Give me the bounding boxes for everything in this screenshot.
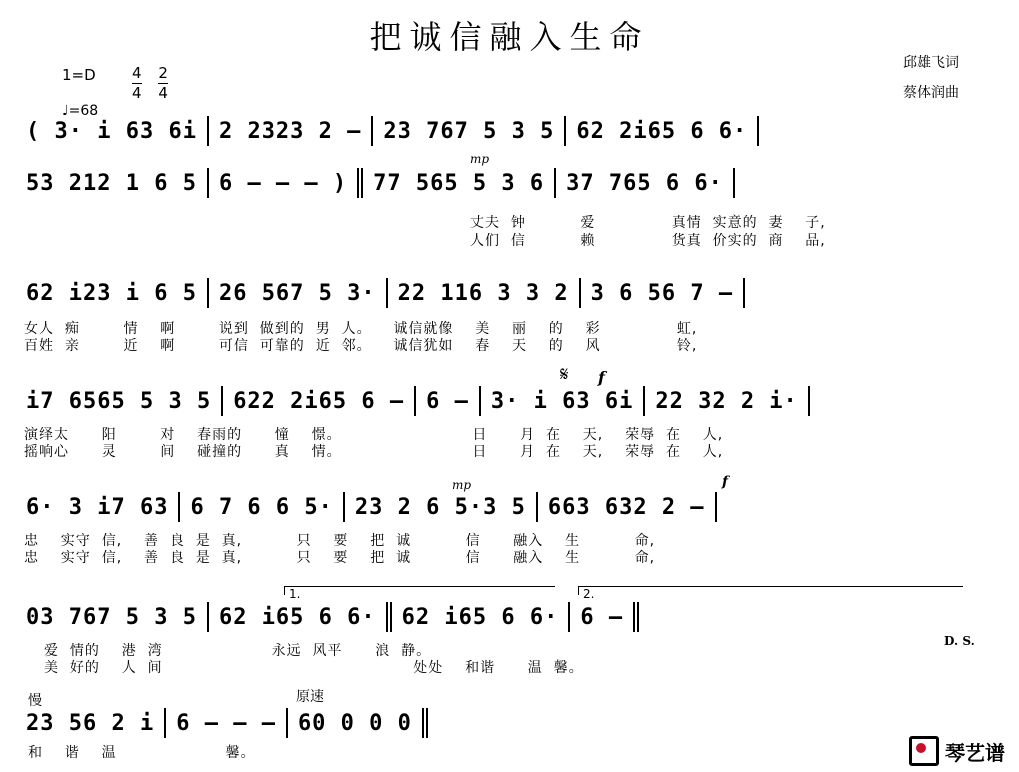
tempo-slow: 慢 xyxy=(28,693,42,709)
bar-line xyxy=(207,278,209,308)
lyric-line: 忠 实守 信, 善 良 是 真, 只 要 把 诚 信 融入 生 命, xyxy=(24,550,656,566)
final-bar xyxy=(422,708,428,738)
measure: 6 — xyxy=(580,604,624,630)
measure: 23 2 6 5·3 5 xyxy=(354,494,526,520)
staff-row-2 xyxy=(20,168,971,198)
lyric-line: 美 好的 人 间 处处 和谐 温 馨。 xyxy=(44,660,584,676)
bar-line xyxy=(178,492,180,522)
bar-line xyxy=(221,386,223,416)
double-bar xyxy=(357,168,363,198)
dynamic-mp: mp xyxy=(470,152,490,166)
bar-line xyxy=(757,116,759,146)
bar-line xyxy=(808,386,810,416)
bar-line xyxy=(286,708,288,738)
measure: 6 — — — xyxy=(176,710,276,736)
staff-row-1 xyxy=(20,116,971,146)
bar-line xyxy=(479,386,481,416)
bar-line xyxy=(715,492,717,522)
measure: 62 i23 i 6 5 xyxy=(26,280,197,306)
bar-line xyxy=(564,116,566,146)
repeat-bar xyxy=(386,602,392,632)
measure: 6 — — — ) xyxy=(218,170,348,196)
bar-line xyxy=(643,386,645,416)
composer-credit: 蔡体润曲 xyxy=(903,85,959,101)
tempo-a-tempo: 原速 xyxy=(296,689,324,705)
measure: 26 567 5 3· xyxy=(218,280,376,306)
ending-2: 2. xyxy=(578,586,963,595)
measure: 663 632 2 — xyxy=(547,494,705,520)
measure: 62 i65 6 6· xyxy=(401,604,559,630)
measure: 3· i 63 6i xyxy=(490,388,634,414)
bar-line xyxy=(343,492,345,522)
dal-segno: D. S. xyxy=(944,634,975,648)
bar-line xyxy=(579,278,581,308)
lyric-line: 女人 痴 情 啊 说到 做到的 男 人。 诚信就像 美 丽 的 彩 虹, xyxy=(24,321,698,337)
lyric-line: 演绎太 阳 对 春雨的 憧 憬。 日 月 在 天, 荣辱 在 人, xyxy=(24,427,724,443)
measure: i7 6565 5 3 5 xyxy=(26,388,212,414)
staff-row-4 xyxy=(20,386,971,416)
dynamic-mp: mp xyxy=(452,478,472,492)
measure: 622 2i65 6 — xyxy=(233,388,405,414)
lyricist-credit: 邱雄飞词 xyxy=(903,55,959,71)
ending-1: 1. xyxy=(284,586,555,595)
site-logo xyxy=(909,736,1005,766)
key-signature: 1=D xyxy=(62,66,96,84)
bar-line xyxy=(554,168,556,198)
double-bar xyxy=(633,602,639,632)
measure: 22 116 3 3 2 xyxy=(397,280,569,306)
staff-row-6 xyxy=(20,602,971,632)
bar-line xyxy=(568,602,570,632)
logo-text: 琴艺谱 xyxy=(945,740,1005,765)
measure: ( 3· i 63 6i xyxy=(26,118,197,144)
bar-line xyxy=(536,492,538,522)
bar-line xyxy=(414,386,416,416)
song-title: 把诚信融入生命 xyxy=(369,18,650,56)
measure: 2 2323 2 — xyxy=(218,118,362,144)
measure: 6· 3 i7 63 xyxy=(26,494,169,520)
measure: 6 — xyxy=(426,388,469,414)
measure: 53 212 1 6 5 xyxy=(26,170,197,196)
bar-line xyxy=(207,602,209,632)
lyric-line: 爱 情的 港 湾 永远 风平 浪 静。 xyxy=(44,643,432,659)
bar-line xyxy=(386,278,388,308)
measure: 23 767 5 3 5 xyxy=(383,118,555,144)
lyric-line: 忠 实守 信, 善 良 是 真, 只 要 把 诚 信 融入 生 命, xyxy=(24,533,656,549)
staff-row-7 xyxy=(20,708,432,738)
measure: 62 2i65 6 6· xyxy=(576,118,748,144)
bar-line xyxy=(164,708,166,738)
time-signature-1: $\frac{4}{4}$ xyxy=(132,64,142,102)
lyric-line: 丈夫 钟 爱 真情 实意的 妻 子, xyxy=(470,215,826,231)
bar-line xyxy=(733,168,735,198)
measure: 37 765 6 6· xyxy=(566,170,723,196)
tempo-marking: ♩=68 xyxy=(62,103,99,119)
measure: 03 767 5 3 5 xyxy=(26,604,197,630)
lyric-line: 人们 信 赖 货真 价实的 商 品, xyxy=(470,233,826,249)
dynamic-f: f xyxy=(722,474,729,490)
staff-row-5 xyxy=(20,492,971,522)
measure: 6 7 6 6 5· xyxy=(190,494,333,520)
lyric-line: 摇响心 灵 间 碰撞的 真 情。 日 月 在 天, 荣辱 在 人, xyxy=(24,444,724,460)
measure: 60 0 0 0 xyxy=(297,710,412,736)
measure: 23 56 2 i xyxy=(26,710,155,736)
dynamic-f: f xyxy=(598,368,605,387)
bar-line xyxy=(207,116,209,146)
lyric-line: 百姓 亲 近 啊 可信 可靠的 近 邻。 诚信犹如 春 天 的 风 铃, xyxy=(24,338,698,354)
lyric-line: 和 谐 温 馨。 xyxy=(28,745,256,761)
logo-mark-icon xyxy=(909,736,939,766)
time-signatures xyxy=(126,64,174,103)
bar-line xyxy=(371,116,373,146)
measure: 62 i65 6 6· xyxy=(218,604,376,630)
measure: 22 32 2 i· xyxy=(655,388,798,414)
measure: 77 565 5 3 6 xyxy=(373,170,545,196)
bar-line xyxy=(207,168,209,198)
staff-row-3 xyxy=(20,278,971,308)
measure: 3 6 56 7 — xyxy=(590,280,734,306)
bar-line xyxy=(743,278,745,308)
time-signature-2: $\frac{2}{4}$ xyxy=(158,64,168,102)
segno-mark: 𝄋 xyxy=(560,362,569,386)
